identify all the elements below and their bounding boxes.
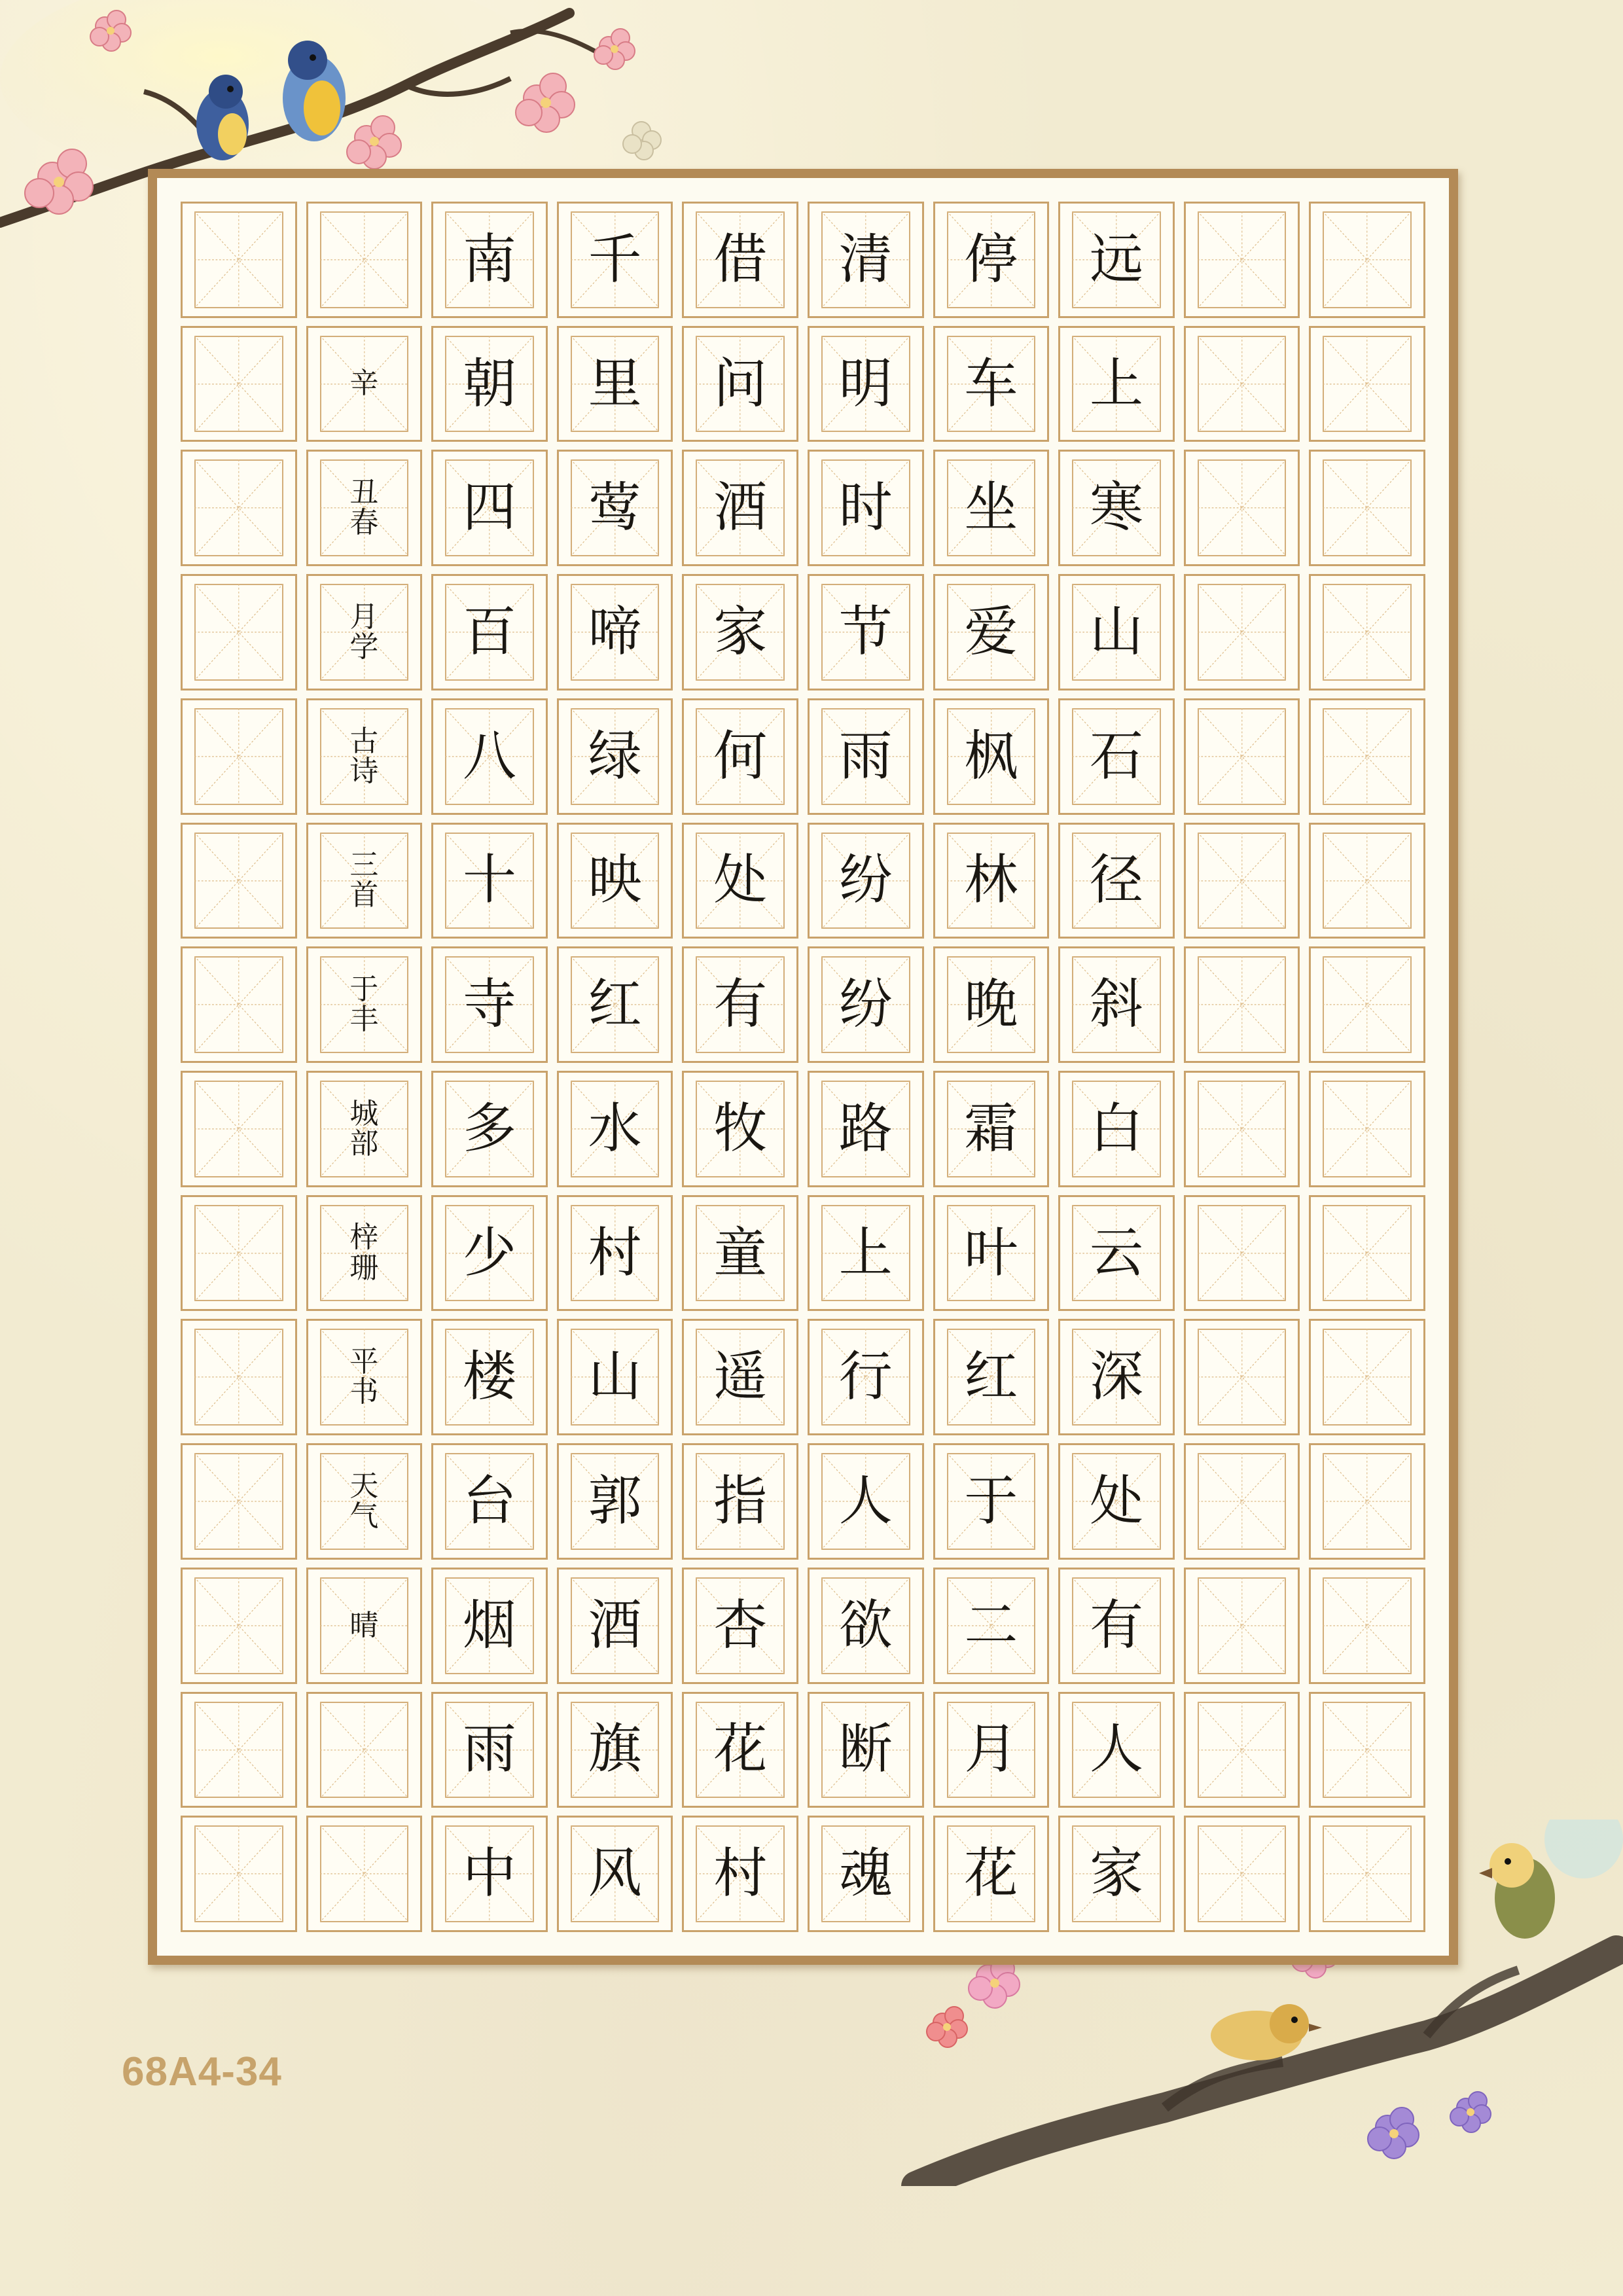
poem-character: 家 <box>1089 1842 1143 1905</box>
note-characters: 于 丰 <box>349 972 379 1037</box>
grid-cell <box>1184 574 1300 691</box>
grid-cell <box>1058 1692 1175 1808</box>
grid-cell <box>306 450 423 566</box>
poem-character: 明 <box>838 352 893 415</box>
grid-cell <box>431 574 548 691</box>
grid-cell <box>557 1071 673 1187</box>
grid-cell <box>557 450 673 566</box>
poem-character: 杏 <box>713 1594 768 1657</box>
grid-cell <box>808 946 924 1063</box>
grid-cell <box>181 1443 297 1560</box>
guide-lines <box>194 459 283 556</box>
grid-cell <box>1058 326 1175 442</box>
grid-cell <box>682 326 798 442</box>
poem-character: 断 <box>838 1718 893 1781</box>
grid-cell <box>306 202 423 318</box>
guide-lines <box>194 708 283 805</box>
note-characters: 古 诗 <box>349 724 379 788</box>
poem-character: 郭 <box>588 1469 642 1532</box>
grid-cell <box>557 326 673 442</box>
guide-lines <box>1323 211 1412 308</box>
grid-cell <box>682 1195 798 1312</box>
grid-cell <box>1058 202 1175 318</box>
grid-cell <box>431 1692 548 1808</box>
grid-cell <box>1309 202 1425 318</box>
grid-cell <box>933 1071 1050 1187</box>
guide-lines <box>194 1081 283 1177</box>
grid-cell <box>557 202 673 318</box>
poem-character: 处 <box>1089 1469 1143 1532</box>
guide-lines <box>1323 1825 1412 1922</box>
grid-cell <box>431 326 548 442</box>
guide-lines <box>194 1453 283 1550</box>
poem-character: 于 <box>964 1469 1018 1532</box>
grid-cell <box>306 823 423 939</box>
poem-character: 楼 <box>462 1346 516 1408</box>
grid-cell <box>557 946 673 1063</box>
grid-cell <box>306 1692 423 1808</box>
guide-lines <box>1323 1205 1412 1302</box>
grid-cell <box>1184 1443 1300 1560</box>
grid-cell <box>1058 1816 1175 1932</box>
grid-cell <box>306 698 423 815</box>
poem-character: 云 <box>1089 1221 1143 1284</box>
guide-lines <box>1323 956 1412 1053</box>
grid-cell <box>933 1692 1050 1808</box>
poem-character: 十 <box>462 849 516 912</box>
grid-cell <box>933 326 1050 442</box>
poem-character: 白 <box>1089 1097 1143 1160</box>
guide-lines <box>1323 708 1412 805</box>
poem-character: 啼 <box>588 600 642 663</box>
poem-character: 人 <box>838 1469 893 1532</box>
poem-character: 林 <box>964 849 1018 912</box>
grid-cell <box>431 823 548 939</box>
poem-character: 路 <box>838 1097 893 1160</box>
grid-cell <box>431 1816 548 1932</box>
grid-cell <box>933 1443 1050 1560</box>
note-characters: 辛 <box>349 367 379 401</box>
poem-character: 二 <box>964 1594 1018 1657</box>
practice-sheet-frame <box>148 169 1458 1965</box>
guide-lines <box>1198 584 1287 681</box>
note-characters: 三 首 <box>349 848 379 912</box>
poem-character: 少 <box>462 1221 516 1284</box>
guide-lines <box>194 1577 283 1674</box>
poem-character: 千 <box>588 228 642 291</box>
grid-cell <box>682 1319 798 1435</box>
guide-lines <box>194 956 283 1053</box>
poem-character: 有 <box>713 973 768 1036</box>
poem-character: 纷 <box>838 973 893 1036</box>
grid-cell <box>1309 1195 1425 1312</box>
guide-lines <box>1198 708 1287 805</box>
guide-lines <box>1198 336 1287 433</box>
grid-cell <box>682 202 798 318</box>
grid-cell <box>1058 1443 1175 1560</box>
grid-cell <box>557 1195 673 1312</box>
poem-character: 烟 <box>462 1594 516 1657</box>
poem-character: 人 <box>1089 1718 1143 1781</box>
poem-character: 遥 <box>713 1346 768 1408</box>
grid-cell <box>306 574 423 691</box>
grid-cell <box>682 1443 798 1560</box>
character-grid <box>181 202 1425 1932</box>
poem-character: 酒 <box>588 1594 642 1657</box>
guide-lines <box>194 336 283 433</box>
grid-cell <box>808 1568 924 1684</box>
grid-cell <box>933 823 1050 939</box>
note-characters: 城 部 <box>349 1096 379 1160</box>
grid-cell <box>431 698 548 815</box>
grid-cell <box>431 1568 548 1684</box>
grid-cell <box>557 823 673 939</box>
poem-character: 魂 <box>838 1842 893 1905</box>
poem-character: 村 <box>713 1842 768 1905</box>
product-code: 68A4-34 <box>122 2049 282 2094</box>
guide-lines <box>1323 833 1412 929</box>
poem-character: 上 <box>1089 352 1143 415</box>
poem-character: 山 <box>588 1346 642 1408</box>
grid-cell <box>181 823 297 939</box>
guide-lines <box>1323 459 1412 556</box>
guide-lines <box>1323 1702 1412 1799</box>
grid-cell <box>1058 1195 1175 1312</box>
grid-cell <box>933 1816 1050 1932</box>
grid-cell <box>808 1692 924 1808</box>
grid-cell <box>933 1568 1050 1684</box>
note-characters: 月 学 <box>349 600 379 664</box>
grid-cell <box>1184 450 1300 566</box>
poem-character: 风 <box>588 1842 642 1905</box>
grid-cell <box>933 946 1050 1063</box>
grid-cell <box>682 823 798 939</box>
grid-cell <box>181 450 297 566</box>
grid-cell <box>1184 1568 1300 1684</box>
grid-cell <box>1184 202 1300 318</box>
grid-cell <box>933 698 1050 815</box>
grid-cell <box>1309 1071 1425 1187</box>
grid-cell <box>1184 1816 1300 1932</box>
grid-cell <box>808 1071 924 1187</box>
grid-cell <box>1184 1071 1300 1187</box>
grid-cell <box>1184 1319 1300 1435</box>
note-characters: 平 书 <box>349 1345 379 1409</box>
grid-cell <box>181 1568 297 1684</box>
poem-character: 时 <box>838 476 893 539</box>
poem-character: 有 <box>1089 1594 1143 1657</box>
grid-cell <box>1309 823 1425 939</box>
poem-character: 坐 <box>964 476 1018 539</box>
guide-lines <box>194 584 283 681</box>
grid-cell <box>431 450 548 566</box>
grid-cell <box>1184 1195 1300 1312</box>
poem-character: 莺 <box>588 476 642 539</box>
grid-cell <box>306 1568 423 1684</box>
note-characters: 丑 春 <box>349 476 379 540</box>
poem-character: 四 <box>462 476 516 539</box>
poem-character: 爱 <box>964 600 1018 663</box>
grid-cell <box>808 574 924 691</box>
poem-character: 斜 <box>1089 973 1143 1036</box>
grid-cell <box>808 1319 924 1435</box>
poem-character: 中 <box>462 1842 516 1905</box>
guide-lines <box>1323 1081 1412 1177</box>
grid-cell <box>181 1319 297 1435</box>
grid-cell <box>557 1319 673 1435</box>
grid-cell <box>306 1816 423 1932</box>
poem-character: 纷 <box>838 849 893 912</box>
grid-cell <box>431 1443 548 1560</box>
poem-character: 深 <box>1089 1346 1143 1408</box>
grid-cell <box>306 326 423 442</box>
poem-character: 台 <box>462 1469 516 1532</box>
grid-cell <box>1058 823 1175 939</box>
guide-lines <box>1198 459 1287 556</box>
grid-cell <box>1184 1692 1300 1808</box>
grid-cell <box>181 698 297 815</box>
note-characters: 晴 <box>349 1608 379 1642</box>
grid-cell <box>557 574 673 691</box>
grid-cell <box>1058 1319 1175 1435</box>
grid-cell <box>1309 1692 1425 1808</box>
guide-lines <box>1323 584 1412 681</box>
guide-lines <box>320 1825 409 1922</box>
poem-character: 枫 <box>964 725 1018 787</box>
guide-lines <box>1323 1577 1412 1674</box>
guide-lines <box>194 1329 283 1426</box>
poem-character: 寒 <box>1089 476 1143 539</box>
grid-cell <box>1309 698 1425 815</box>
grid-cell <box>808 202 924 318</box>
poem-character: 清 <box>838 228 893 291</box>
poem-character: 何 <box>713 725 768 787</box>
grid-cell <box>431 1195 548 1312</box>
poem-character: 欲 <box>838 1594 893 1657</box>
grid-cell <box>808 1195 924 1312</box>
poem-character: 节 <box>838 600 893 663</box>
grid-cell <box>682 450 798 566</box>
grid-cell <box>1309 1319 1425 1435</box>
grid-cell <box>181 1071 297 1187</box>
grid-cell <box>431 1071 548 1187</box>
grid-cell <box>933 574 1050 691</box>
grid-cell <box>1309 946 1425 1063</box>
poem-character: 径 <box>1089 849 1143 912</box>
grid-cell <box>933 450 1050 566</box>
grid-cell <box>808 450 924 566</box>
guide-lines <box>1323 336 1412 433</box>
grid-cell <box>181 202 297 318</box>
poem-character: 霜 <box>964 1097 1018 1160</box>
grid-cell <box>306 946 423 1063</box>
grid-cell <box>1309 1816 1425 1932</box>
grid-cell <box>1058 946 1175 1063</box>
grid-cell <box>1184 326 1300 442</box>
guide-lines <box>194 211 283 308</box>
grid-cell <box>682 1071 798 1187</box>
poem-character: 八 <box>462 725 516 787</box>
guide-lines <box>1198 833 1287 929</box>
guide-lines <box>194 1205 283 1302</box>
grid-cell <box>682 698 798 815</box>
poem-character: 酒 <box>713 476 768 539</box>
poem-character: 远 <box>1089 228 1143 291</box>
grid-cell <box>181 946 297 1063</box>
guide-lines <box>1198 211 1287 308</box>
grid-cell <box>557 1568 673 1684</box>
grid-cell <box>1058 450 1175 566</box>
guide-lines <box>194 1825 283 1922</box>
poem-character: 多 <box>462 1097 516 1160</box>
grid-cell <box>1058 1071 1175 1187</box>
grid-cell <box>306 1195 423 1312</box>
grid-cell <box>1184 823 1300 939</box>
guide-lines <box>194 1702 283 1799</box>
practice-sheet <box>157 178 1449 1956</box>
grid-cell <box>557 1443 673 1560</box>
grid-cell <box>1309 1443 1425 1560</box>
grid-cell <box>808 698 924 815</box>
grid-cell <box>1058 1568 1175 1684</box>
grid-cell <box>1184 698 1300 815</box>
poem-character: 山 <box>1089 600 1143 663</box>
poem-character: 花 <box>713 1718 768 1781</box>
poem-character: 花 <box>964 1842 1018 1905</box>
grid-cell <box>1309 450 1425 566</box>
poem-character: 里 <box>588 352 642 415</box>
poem-character: 停 <box>964 228 1018 291</box>
grid-cell <box>557 1816 673 1932</box>
grid-cell <box>933 202 1050 318</box>
grid-cell <box>181 1692 297 1808</box>
poem-character: 水 <box>588 1097 642 1160</box>
note-characters: 天 气 <box>349 1469 379 1533</box>
poem-character: 童 <box>713 1221 768 1284</box>
poem-character: 月 <box>964 1718 1018 1781</box>
poem-character: 行 <box>838 1346 893 1408</box>
guide-lines <box>1198 1205 1287 1302</box>
guide-lines <box>1198 1577 1287 1674</box>
poem-character: 家 <box>713 600 768 663</box>
guide-lines <box>1198 1825 1287 1922</box>
poem-character: 旗 <box>588 1718 642 1781</box>
grid-cell <box>682 1816 798 1932</box>
grid-cell <box>306 1443 423 1560</box>
poem-character: 上 <box>838 1221 893 1284</box>
grid-cell <box>682 1568 798 1684</box>
grid-cell <box>181 1195 297 1312</box>
grid-cell <box>1058 698 1175 815</box>
grid-cell <box>557 698 673 815</box>
grid-cell <box>933 1195 1050 1312</box>
guide-lines <box>1198 956 1287 1053</box>
poem-character: 雨 <box>838 725 893 787</box>
grid-cell <box>682 574 798 691</box>
grid-cell <box>933 1319 1050 1435</box>
grid-cell <box>808 1443 924 1560</box>
guide-lines <box>1323 1453 1412 1550</box>
grid-cell <box>306 1071 423 1187</box>
guide-lines <box>194 833 283 929</box>
poem-character: 处 <box>713 849 768 912</box>
poem-character: 村 <box>588 1221 642 1284</box>
grid-cell <box>682 946 798 1063</box>
note-characters: 梓 珊 <box>349 1221 379 1285</box>
grid-cell <box>1184 946 1300 1063</box>
poem-character: 南 <box>462 228 516 291</box>
poem-character: 车 <box>964 352 1018 415</box>
poem-character: 指 <box>713 1469 768 1532</box>
guide-lines <box>1323 1329 1412 1426</box>
guide-lines <box>1198 1453 1287 1550</box>
poem-character: 问 <box>713 352 768 415</box>
poem-character: 朝 <box>462 352 516 415</box>
guide-lines <box>320 1702 409 1799</box>
poem-character: 寺 <box>462 973 516 1036</box>
grid-cell <box>431 946 548 1063</box>
grid-cell <box>1058 574 1175 691</box>
grid-cell <box>682 1692 798 1808</box>
poem-character: 绿 <box>588 725 642 787</box>
grid-cell <box>181 1816 297 1932</box>
poem-character: 晚 <box>964 973 1018 1036</box>
grid-cell <box>306 1319 423 1435</box>
grid-cell <box>181 574 297 691</box>
poem-character: 红 <box>588 973 642 1036</box>
guide-lines <box>1198 1081 1287 1177</box>
poem-character: 百 <box>462 600 516 663</box>
grid-cell <box>557 1692 673 1808</box>
grid-cell <box>1309 326 1425 442</box>
guide-lines <box>1198 1702 1287 1799</box>
grid-cell <box>431 1319 548 1435</box>
grid-cell <box>181 326 297 442</box>
poem-character: 石 <box>1089 725 1143 787</box>
poem-character: 红 <box>964 1346 1018 1408</box>
grid-cell <box>808 1816 924 1932</box>
grid-cell <box>808 823 924 939</box>
poem-character: 牧 <box>713 1097 768 1160</box>
poem-character: 叶 <box>964 1221 1018 1284</box>
grid-cell <box>431 202 548 318</box>
grid-cell <box>808 326 924 442</box>
poem-character: 映 <box>588 849 642 912</box>
poem-character: 借 <box>713 228 768 291</box>
grid-cell <box>1309 574 1425 691</box>
guide-lines <box>320 211 409 308</box>
grid-cell <box>1309 1568 1425 1684</box>
poem-character: 雨 <box>462 1718 516 1781</box>
guide-lines <box>1198 1329 1287 1426</box>
